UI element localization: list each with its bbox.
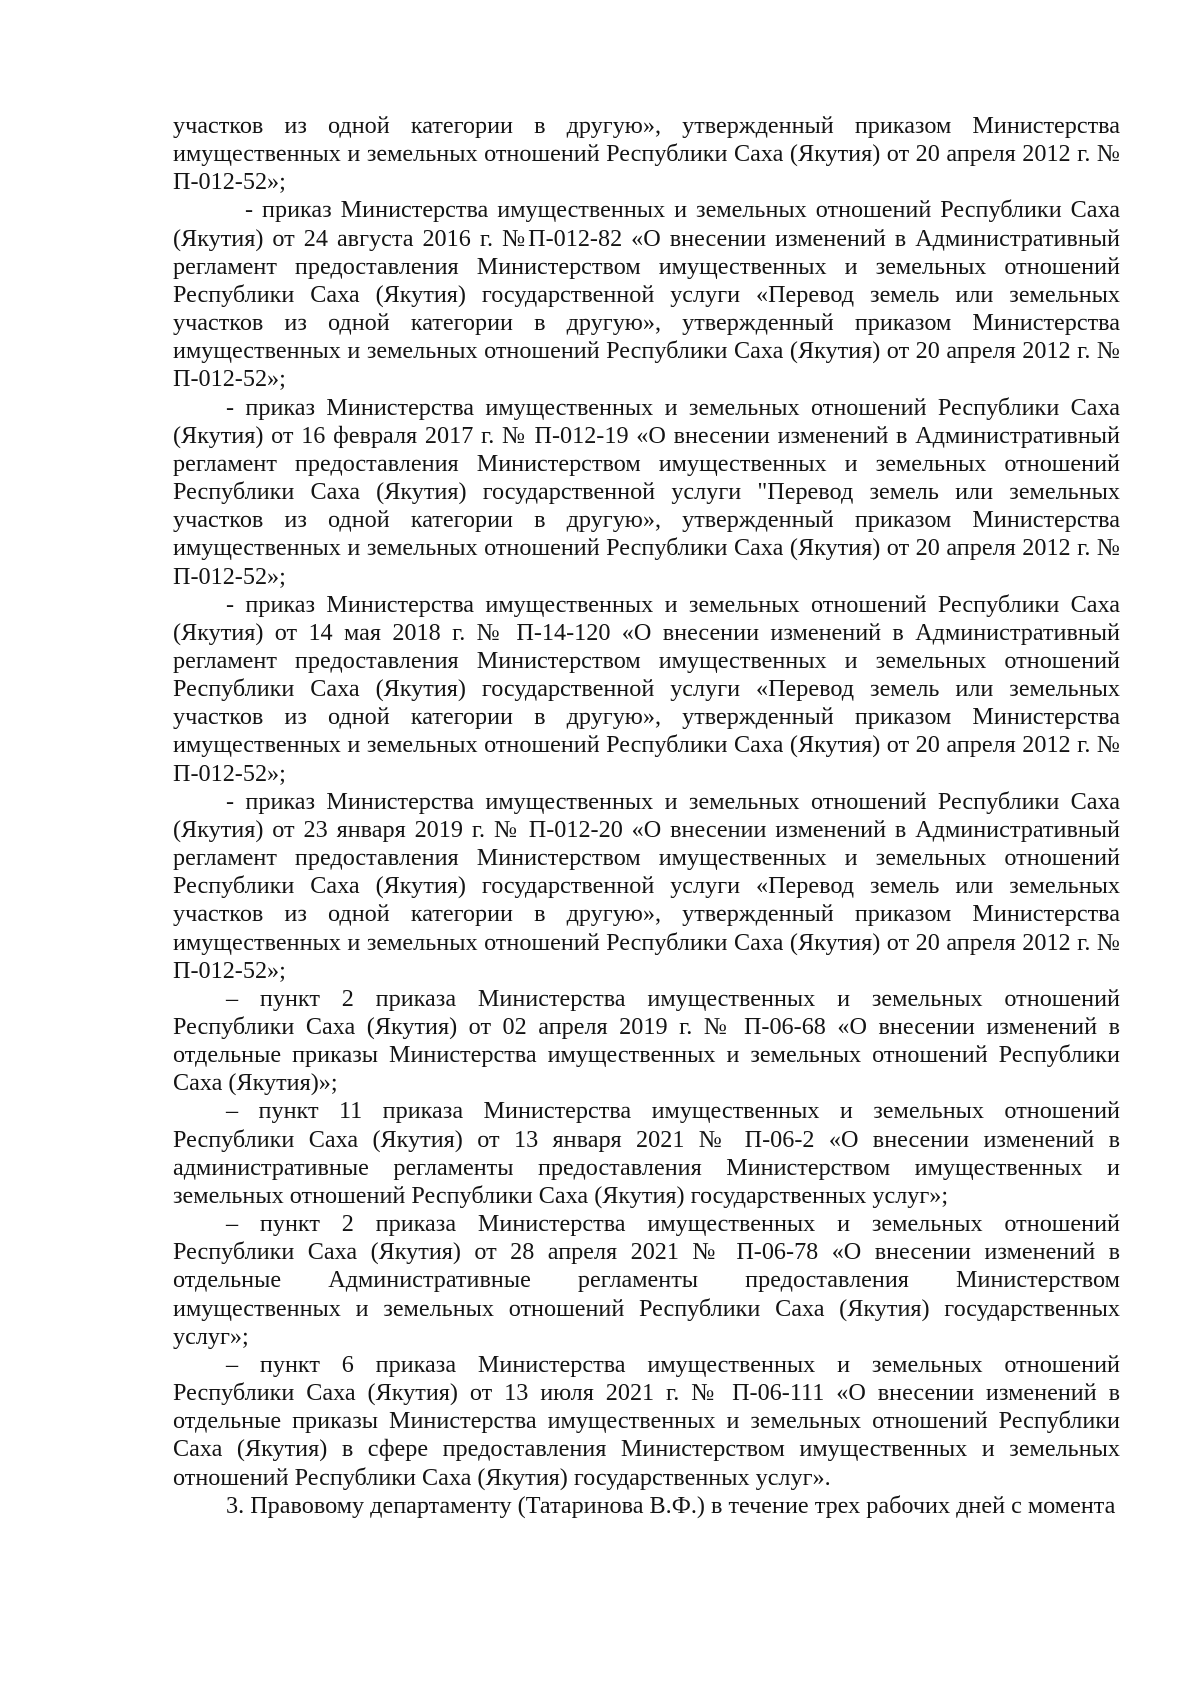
paragraph-order-2019: - приказ Министерства имущественных и земельных отношений Республики Саха (Якутия) от 23 января 2019 г. № П-012-20 «О внесении изменений в Административный регламент предоставления Министерством имущественных и земельных отношений Республики Саха (Якутия) государственной услуги «Перевод земель или земельных участков из одной категории в другую», утвержденный приказом Министерства имущественных и земельных отношений Республики Саха (Якутия) от 20 апреля 2012 г. № П-012-52»; — [173, 787, 1120, 984]
paragraph-continuation: участков из одной категории в другую», утвержденный приказом Министерства имущественных и земельных отношений Республики Саха (Якутия) от 20 апреля 2012 г. № П-012-52»; — [173, 112, 1120, 196]
document-page — [173, 112, 1120, 1520]
paragraph-item-2-2019: – пункт 2 приказа Министерства имущественных и земельных отношений Республики Саха (Якутия) от 02 апреля 2019 г. № П-06-68 «О внесении изменений в отдельные приказы Министерства имущественных и земельных отношений Республики Саха (Якутия)»; — [173, 984, 1120, 1097]
paragraph-order-2018: - приказ Министерства имущественных и земельных отношений Республики Саха (Якутия) от 14 мая 2018 г. № П-14-120 «О внесении изменений в Административный регламент предоставления Министерством имущественных и земельных отношений Республики Саха (Якутия) государственной услуги «Перевод земель или земельных участков из одной категории в другую», утвержденный приказом Министерства имущественных и земельных отношений Республики Саха (Якутия) от 20 апреля 2012 г. № П-012-52»; — [173, 590, 1120, 787]
paragraph-section-3: 3. Правовому департаменту (Татаринова В.Ф.) в течение трех рабочих дней с момента — [226, 1491, 1116, 1519]
paragraph-item-6-2021: – пункт 6 приказа Министерства имущественных и земельных отношений Республики Саха (Якутия) от 13 июля 2021 г. № П-06-111 «О внесении изменений в отдельные приказы Министерства имущественных и земельных отношений Республики Саха (Якутия) в сфере предоставления Министерством имущественных и земельных отношений Республики Саха (Якутия) государственных услуг». — [173, 1350, 1120, 1491]
paragraph-order-2017: - приказ Министерства имущественных и земельных отношений Республики Саха (Якутия) от 16 февраля 2017 г. № П-012-19 «О внесении изменений в Административный регламент предоставления Министерством имущественных и земельных отношений Республики Саха (Якутия) государственной услуги "Перевод земель или земельных участков из одной категории в другую», утвержденный приказом Министерства имущественных и земельных отношений Республики Саха (Якутия) от 20 апреля 2012 г. № П-012-52»; — [173, 393, 1120, 590]
paragraph-item-2-2021: – пункт 2 приказа Министерства имущественных и земельных отношений Республики Саха (Якутия) от 28 апреля 2021 № П-06-78 «О внесении изменений в отдельные Административные регламенты предоставления Министерством имущественных и земельных отношений Республики Саха (Якутия) государственных услуг»; — [173, 1210, 1120, 1350]
paragraph-order-2016: - приказ Министерства имущественных и земельных отношений Республики Саха (Якутия) от 24 августа 2016 г. №П-012-82 «О внесении изменений в Административный регламент предоставления Министерством имущественных и земельных отношений Республики Саха (Якутия) государственной услуги «Перевод земель или земельных участков из одной категории в другую», утвержденный приказом Министерства имущественных и земельных отношений Республики Саха (Якутия) от 20 апреля 2012 г. № П-012-52»; — [173, 196, 1120, 393]
paragraph-item-11-2021: – пункт 11 приказа Министерства имущественных и земельных отношений Республики Саха (Якутия) от 13 января 2021 № П-06-2 «О внесении изменений в административные регламенты предоставления Министерством имущественных и земельных отношений Республики Саха (Якутия) государственных услуг»; — [173, 1097, 1120, 1209]
